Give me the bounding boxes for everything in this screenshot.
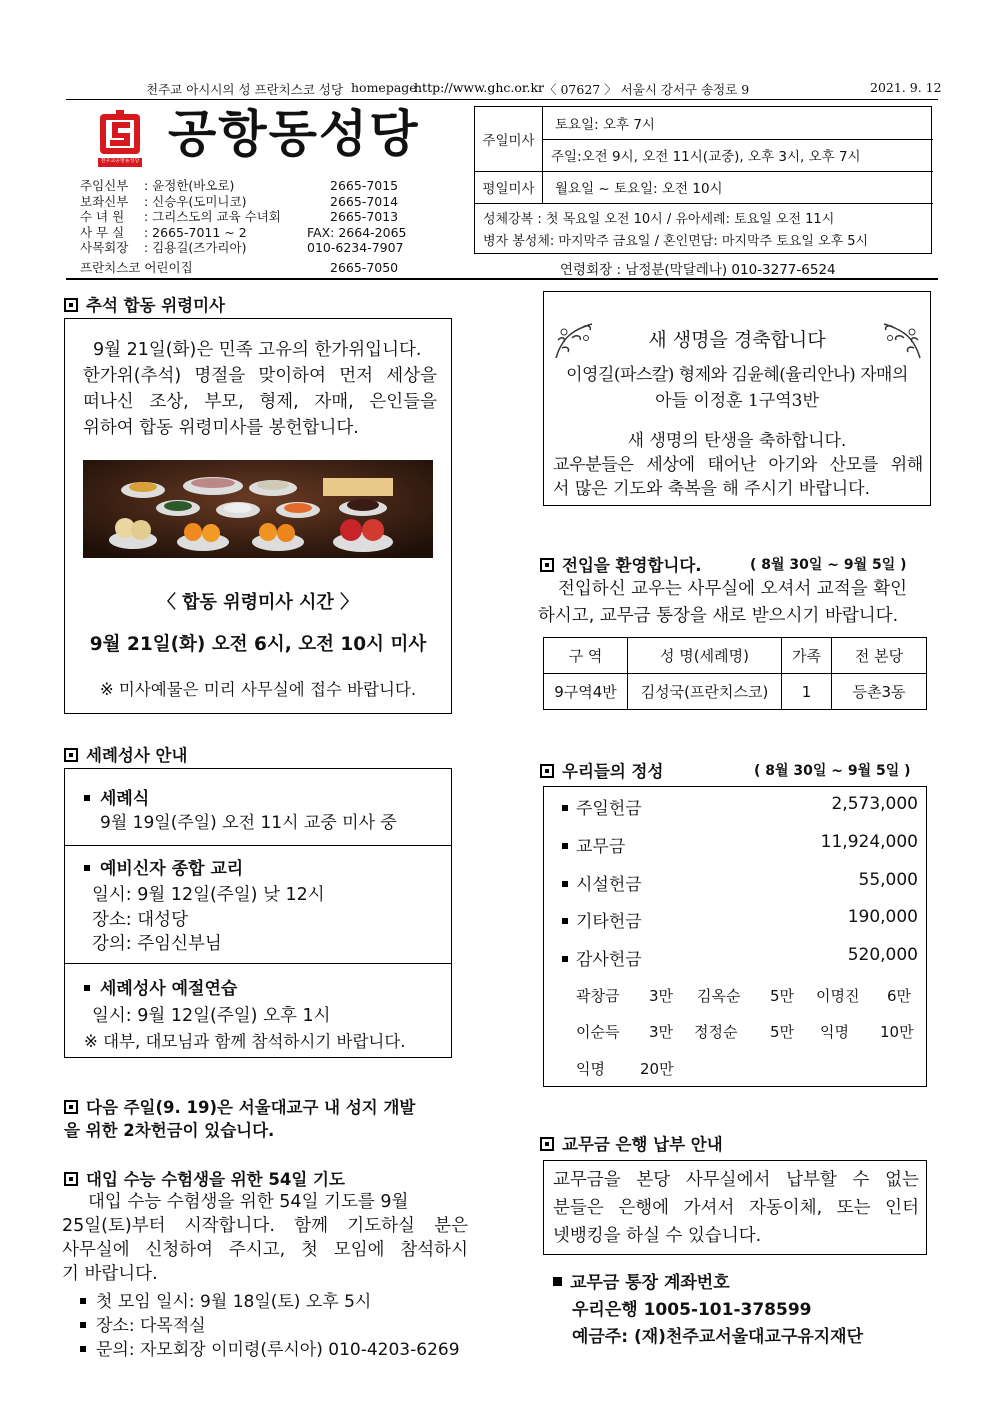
bullet-icon — [80, 1298, 86, 1304]
offering-amount: 55,000 — [858, 870, 918, 890]
table-header: 성 명(세례명) — [628, 638, 782, 674]
donor-name: 정정순 — [694, 1023, 738, 1041]
section-title-bank — [540, 1131, 723, 1155]
staff-row — [80, 225, 410, 241]
weekday-mass-label: 평일미사 — [482, 181, 535, 197]
top-divider — [66, 99, 938, 100]
rehearsal-date: 일시: 9월 12일(주일) 오후 1시 — [92, 1006, 331, 1026]
welcome-text-2: 하시고, 교무금 통장을 새로 받으시기 바랍니다. — [538, 606, 899, 626]
table-cell: 1 — [782, 674, 832, 710]
staff-phone: 2665-7013 — [330, 209, 399, 224]
chuseok-title: 추석 합동 위령미사 — [86, 296, 226, 315]
new-life-title: 새 생명을 경축합니다 — [648, 329, 826, 351]
text-line: 9월 21일(화)은 민족 고유의 한가위입니다. — [93, 340, 422, 360]
offering-name — [562, 794, 642, 819]
section-square-icon — [64, 1100, 78, 1114]
sunday-mass-label: 주일미사 — [482, 133, 535, 149]
offering-name-text: 기타헌금 — [576, 912, 642, 932]
offering-row — [562, 907, 918, 931]
new-life-congrats: 새 생명의 탄생을 축하합니다. — [627, 431, 847, 451]
doctrine-place: 장소: 대성당 — [92, 910, 188, 930]
memorial-food-photo — [83, 460, 433, 558]
new-life-parents: 이영길(파스칼) 형제와 김윤혜(율리안나) 자매의 — [566, 365, 908, 385]
section-title-offerings — [540, 758, 663, 782]
new-life-request-2: 서 많은 기도와 축복을 해 주시기 바랍니다. — [553, 479, 871, 499]
donor-name: 김옥순 — [697, 987, 741, 1005]
offering-row — [562, 794, 918, 818]
bank-text-2: 분들은 은행에 가셔서 자동이체, 또는 인터 — [553, 1198, 919, 1218]
baptism-ceremony-title — [84, 784, 149, 809]
mass-offering-note: ※ 미사예물은 미리 사무실에 접수 바랍니다. — [99, 680, 417, 699]
rehearsal-note: ※ 대부, 대모님과 함께 참석하시기 바랍니다. — [84, 1032, 406, 1051]
offering-amount: 11,924,000 — [820, 832, 918, 852]
bullet-icon — [562, 881, 568, 887]
section-square-icon — [540, 558, 554, 572]
table-cell: 9구역4반 — [544, 674, 628, 710]
divider — [542, 107, 543, 203]
bullet-icon — [84, 865, 90, 871]
prayer-item-text: 문의: 자모회장 이미령(루시아) 010-4203-6269 — [96, 1340, 460, 1360]
offerings-title: 우리들의 정성 — [562, 762, 664, 781]
staff-phone: 2665-7050 — [330, 259, 399, 275]
saturday-mass-time: 토요일: 오후 7시 — [555, 117, 655, 133]
text-line: 한가위(추석) 명절을 맞이하여 먼저 세상을 — [83, 366, 437, 386]
staff-phone: FAX: 2664-2065 — [307, 224, 407, 240]
second-collection-text-1: 다음 주일(9. 19)은 서울대교구 내 성지 개발 — [86, 1098, 416, 1117]
table-header: 구 역 — [544, 638, 628, 674]
baptism-title: 세례성사 안내 — [86, 746, 188, 765]
text-line: 위하여 합동 위령미사를 봉헌합니다. — [83, 418, 359, 438]
bullet-icon — [562, 843, 568, 849]
donor-amount: 3만 — [649, 1023, 674, 1041]
donor-name: 이순득 — [576, 1023, 620, 1041]
section-square-icon — [64, 1172, 78, 1186]
staff-list — [80, 178, 410, 275]
section-square-icon — [64, 298, 78, 312]
bullet-icon — [80, 1322, 86, 1328]
prayer-item — [80, 1311, 206, 1336]
offering-name-text: 주일헌금 — [576, 799, 642, 819]
mass-schedule-table — [474, 106, 932, 254]
homepage-link[interactable]: http://www.ghc.or.kr — [414, 80, 544, 95]
bullet-icon — [84, 985, 90, 991]
divider — [65, 963, 451, 964]
issue-date: 2021. 9. 12 — [870, 80, 942, 95]
prayer-item-text: 첫 모임 일시: 9월 18일(토) 오후 5시 — [96, 1292, 372, 1312]
welcome-period: ( 8월 30일 ~ 9월 5일 ) — [750, 557, 907, 573]
donor-amount: 5만 — [770, 1023, 795, 1041]
bullet-icon — [562, 918, 568, 924]
bank-text-3: 넷뱅킹을 하실 수 있습니다. — [553, 1226, 762, 1246]
prayer-item-text: 장소: 다목적실 — [96, 1316, 206, 1336]
logo-caption: 천주교공항동성당 — [100, 158, 140, 164]
sunday-mass-times: 주일:오전 9시, 오전 11시(교중), 오후 3시, 오후 7시 — [551, 149, 861, 165]
section-title-baptism — [64, 742, 187, 766]
bullet-icon — [80, 1346, 86, 1352]
federation-contact: 연령회장 : 남정분(막달레나) 010-3277-6524 — [560, 262, 836, 278]
square-bullet-icon — [553, 1277, 562, 1286]
section-square-icon — [540, 764, 554, 778]
second-collection-line-1 — [64, 1094, 415, 1118]
staff-label: 사목회장 — [80, 240, 129, 255]
table-row — [544, 674, 927, 710]
memorial-mass-time: 9월 21일(화) 오전 6시, 오전 10시 미사 — [89, 634, 427, 655]
bank-title: 교무금 은행 납부 안내 — [562, 1135, 723, 1154]
staff-value: : 그리스도의 교육 수녀회 — [144, 209, 281, 224]
divider — [475, 203, 933, 204]
prayer-item — [80, 1335, 460, 1360]
staff-label: 보좌신부 — [80, 193, 129, 209]
offering-name-text: 시설헌금 — [576, 875, 642, 895]
chuseok-text — [83, 337, 437, 441]
table-cell: 김성국(프란치스코) — [628, 674, 782, 710]
staff-value: : 김용길(즈가리아) — [144, 240, 247, 255]
staff-phone: 2665-7014 — [330, 193, 399, 209]
staff-row — [80, 178, 410, 194]
bullet-icon — [562, 956, 568, 962]
bank-text-1: 교무금을 본당 사무실에서 납부할 수 없는 — [553, 1170, 919, 1190]
staff-row — [80, 209, 410, 225]
new-life-request-1: 교우분들은 세상에 태어난 아기와 산모를 위해 — [553, 455, 923, 475]
offerings-period: ( 8월 30일 ~ 9월 5일 ) — [754, 763, 911, 779]
parish-name: 공항동성당 — [168, 105, 420, 163]
doctrine-lecturer: 강의: 주임신부님 — [92, 934, 222, 954]
offering-name — [562, 907, 642, 932]
doctrine-date: 일시: 9월 12일(주일) 낮 12시 — [92, 885, 325, 905]
offering-row — [562, 832, 918, 856]
offering-name-text: 교무금 — [576, 837, 626, 857]
donor-name: 이명진 — [816, 987, 860, 1005]
offering-name — [562, 945, 642, 970]
prayer-text-4: 기 바랍니다. — [62, 1264, 158, 1284]
staff-label: 주임신부 — [80, 178, 129, 193]
offering-name — [562, 870, 642, 895]
donor-amount: 6만 — [887, 987, 912, 1005]
staff-label: 수 녀 원 — [80, 209, 125, 224]
header-divider — [66, 278, 938, 280]
section-title-chuseok — [64, 292, 225, 316]
table-cell: 등촌3동 — [832, 674, 927, 710]
sacrament-info-2: 병자 봉성체: 마지막주 금요일 / 혼인면담: 마지막주 토요일 오후 5시 — [483, 233, 869, 249]
doctrine-title-text: 예비신자 종합 교리 — [100, 859, 244, 879]
donor-name: 익명 — [576, 1060, 605, 1078]
prayer-item — [80, 1287, 371, 1312]
bullet-icon — [562, 805, 568, 811]
baptism-ceremony-detail: 9월 19일(주일) 오전 11시 교중 미사 중 — [100, 813, 397, 833]
staff-phone: 010-6234-7907 — [307, 240, 404, 255]
staff-phone: 2665-7015 — [330, 178, 399, 193]
staff-label: 사 무 실 — [80, 224, 125, 240]
rehearsal-title-text: 세례성사 예절연습 — [100, 979, 238, 999]
offering-row — [562, 870, 918, 894]
donor-name: 익명 — [820, 1023, 849, 1041]
table-header: 전 본당 — [832, 638, 927, 674]
donor-amount: 3만 — [649, 987, 674, 1005]
offering-amount: 520,000 — [847, 945, 918, 965]
offering-row — [562, 945, 918, 969]
prayer-text-2: 25일(토)부터 시작합니다. 함께 기도하실 분은 — [62, 1216, 468, 1236]
offering-amount: 2,573,000 — [831, 794, 918, 814]
staff-value: : 신승우(도미니코) — [144, 193, 247, 209]
table-header-row — [544, 638, 927, 674]
section-title-prayer — [64, 1166, 345, 1190]
table-header: 가족 — [782, 638, 832, 674]
staff-label: 프란치스코 어린이집 — [80, 259, 193, 275]
parish-description: 천주교 아시시의 성 프란치스코 성당 — [146, 82, 344, 97]
staff-row — [80, 260, 410, 276]
ceremony-title-text: 세례식 — [100, 789, 150, 809]
section-title-welcome — [540, 552, 702, 576]
account-holder: 예금주: (재)천주교서울대교구유지재단 — [572, 1327, 864, 1347]
offering-amount: 190,000 — [847, 907, 918, 927]
weekday-mass-time: 월요일 ~ 토요일: 오전 10시 — [555, 181, 723, 197]
staff-row — [80, 194, 410, 210]
prayer-text-3: 사무실에 신청하여 주시고, 첫 모임에 참석하시 — [62, 1240, 468, 1260]
homepage-label: homepage — [351, 80, 417, 95]
second-collection-line-2: 을 위한 2차헌금이 있습니다. — [64, 1121, 275, 1140]
welcome-text-1: 전입하신 교우는 사무실에 오셔서 교적을 확인 — [558, 579, 908, 599]
newcomer-table — [543, 637, 927, 710]
staff-row — [80, 240, 410, 256]
offering-name — [562, 832, 625, 857]
sacrament-info-1: 성체강복 : 첫 목요일 오전 10시 / 유아세례: 토요일 오전 11시 — [483, 211, 835, 227]
staff-value: : 윤정한(바오로) — [144, 178, 235, 193]
section-square-icon — [540, 1137, 554, 1151]
rehearsal-title — [84, 974, 237, 999]
account-title-text: 교무금 통장 계좌번호 — [570, 1273, 730, 1293]
bullet-icon — [84, 795, 90, 801]
doctrine-title — [84, 854, 243, 879]
donor-amount: 5만 — [770, 987, 795, 1005]
new-life-baby: 아들 이정훈 1구역3반 — [655, 391, 819, 411]
donor-amount: 20만 — [640, 1060, 674, 1078]
section-square-icon — [64, 748, 78, 762]
prayer-text-1: 대입 수능 수험생을 위한 54일 기도를 9월 — [88, 1192, 409, 1212]
text-line: 떠나신 조상, 부모, 형제, 자매, 은인들을 — [83, 392, 437, 412]
memorial-mass-time-title: 〈 합동 위령미사 시간 〉 — [157, 592, 359, 613]
donor-amount: 10만 — [880, 1023, 914, 1041]
donor-name: 곽창금 — [576, 987, 620, 1005]
address: 〈 07627 〉 서울시 강서구 송정로 9 — [544, 82, 750, 97]
welcome-title: 전입을 환영합니다. — [562, 556, 702, 575]
prayer-title: 대입 수능 수험생을 위한 54일 기도 — [86, 1170, 345, 1189]
offering-name-text: 감사헌금 — [576, 950, 642, 970]
account-title — [553, 1268, 730, 1293]
divider — [65, 845, 451, 846]
account-number: 우리은행 1005-101-378599 — [572, 1300, 812, 1320]
staff-value: : 2665-7011 ~ 2 — [144, 224, 247, 240]
